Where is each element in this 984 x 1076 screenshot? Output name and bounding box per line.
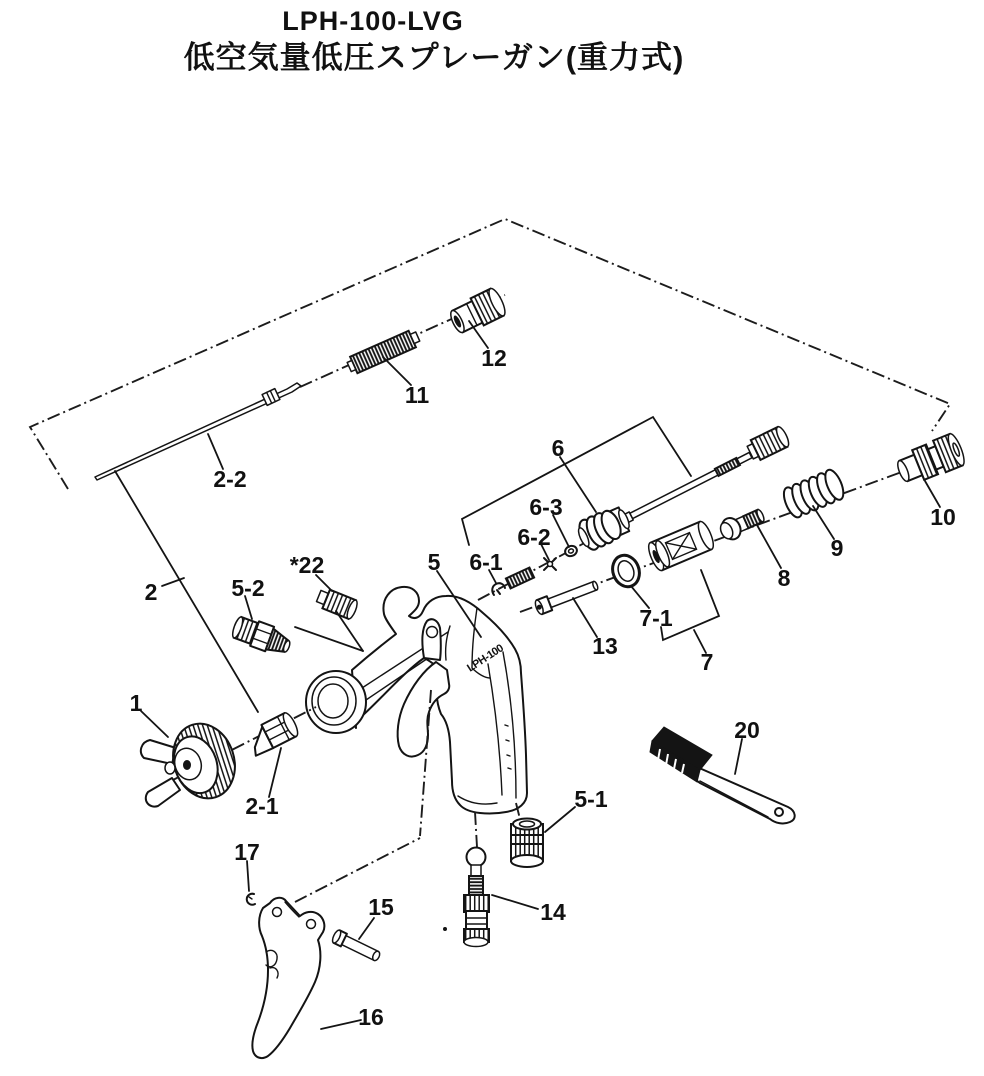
callout-16: 16 [358, 1004, 384, 1030]
trigger-pivot-lug [422, 619, 440, 660]
callout-labels [130, 321, 956, 1030]
callout-17: 17 [234, 839, 260, 865]
callout-1: 1 [129, 690, 143, 716]
stray-dot [444, 928, 447, 931]
callout-9: 9 [830, 535, 844, 561]
part-packing-7-1 [608, 552, 643, 591]
part-air-cap-1 [141, 716, 244, 807]
part-gun-body-5 [306, 587, 527, 814]
leader-13 [573, 598, 597, 637]
title-block [184, 6, 685, 75]
leader-2-1 [269, 748, 281, 797]
callout-14: 14 [540, 899, 566, 925]
callout-20: 20 [734, 717, 760, 743]
callout-2-2: 2-2 [213, 466, 247, 492]
part-fluid-needle-2-2 [95, 383, 301, 480]
part-needle-spring-11 [346, 328, 422, 375]
part-bolt-8 [717, 505, 767, 543]
callout-6-1: 6-1 [469, 549, 503, 575]
part-air-nipple-5-1 [511, 819, 543, 868]
part-cup-joint-5-2 [230, 614, 294, 658]
model-title: LPH-100-LVG [282, 6, 464, 36]
part-washer-6-3 [564, 544, 579, 558]
callout-5-1: 5-1 [574, 786, 608, 812]
callout-8: 8 [777, 565, 791, 591]
air-valve-stem [622, 451, 753, 523]
part-trigger-screw-15 [331, 929, 382, 964]
body-model-marking: LPH-100 [465, 642, 506, 675]
part-plug-22 [315, 587, 359, 620]
callout-5-2: 5-2 [231, 575, 265, 601]
part-brush-20 [650, 727, 795, 823]
callout-2: 2 [144, 579, 158, 605]
pivot-hole [427, 627, 438, 638]
subtitle-japanese: 低空気量低圧スプレーガン(重力式) [183, 40, 685, 75]
air-valve-body [574, 503, 634, 553]
leader-8 [757, 525, 781, 568]
air-cap-horn [141, 740, 176, 764]
leader-11 [383, 357, 411, 385]
part-needle-packing-nut-12 [447, 287, 508, 337]
callout-15: 15 [368, 894, 394, 920]
callout-2-1: 2-1 [245, 793, 279, 819]
callout-6-2: 6-2 [517, 524, 551, 550]
trigger-hole [307, 920, 316, 929]
trigger-link [295, 838, 420, 902]
mount-line-5-2 [295, 627, 363, 651]
leader-2-2 [208, 434, 223, 469]
callout-5: 5 [427, 549, 441, 575]
leader-20 [735, 739, 742, 774]
callout-7: 7 [700, 649, 714, 675]
part-adjust-knob-10 [893, 432, 967, 488]
leader-16 [321, 1020, 361, 1029]
callout-7-1: 7-1 [639, 605, 673, 631]
leader-15 [359, 918, 374, 939]
callout-12: 12 [481, 345, 507, 371]
callout-*22: *22 [289, 552, 325, 578]
callout-13: 13 [592, 633, 618, 659]
leader-1 [141, 711, 168, 737]
part-e-ring-17 [247, 894, 255, 905]
callout-6-3: 6-3 [529, 494, 563, 520]
part-packing-set-7 [646, 520, 717, 573]
callout-11: 11 [404, 382, 430, 408]
part-fluid-nozzle-2-1 [244, 711, 300, 757]
part-air-valve-14 [464, 848, 489, 947]
callout-6: 6 [551, 435, 565, 461]
leader-14 [492, 895, 538, 909]
leader-6 [560, 457, 596, 512]
callout-10: 10 [930, 504, 956, 530]
axis-14 [475, 812, 477, 847]
part-pin-13 [534, 578, 600, 615]
trigger-hole [273, 908, 282, 917]
air-valve-stem-knob [745, 425, 791, 462]
leader-5-1 [545, 807, 575, 832]
leader-17 [247, 861, 249, 891]
air-valve-spring [506, 568, 534, 589]
part-trigger-16 [252, 898, 324, 1058]
part-valve-spring-9 [780, 467, 847, 520]
air-cap-horn [146, 778, 180, 807]
